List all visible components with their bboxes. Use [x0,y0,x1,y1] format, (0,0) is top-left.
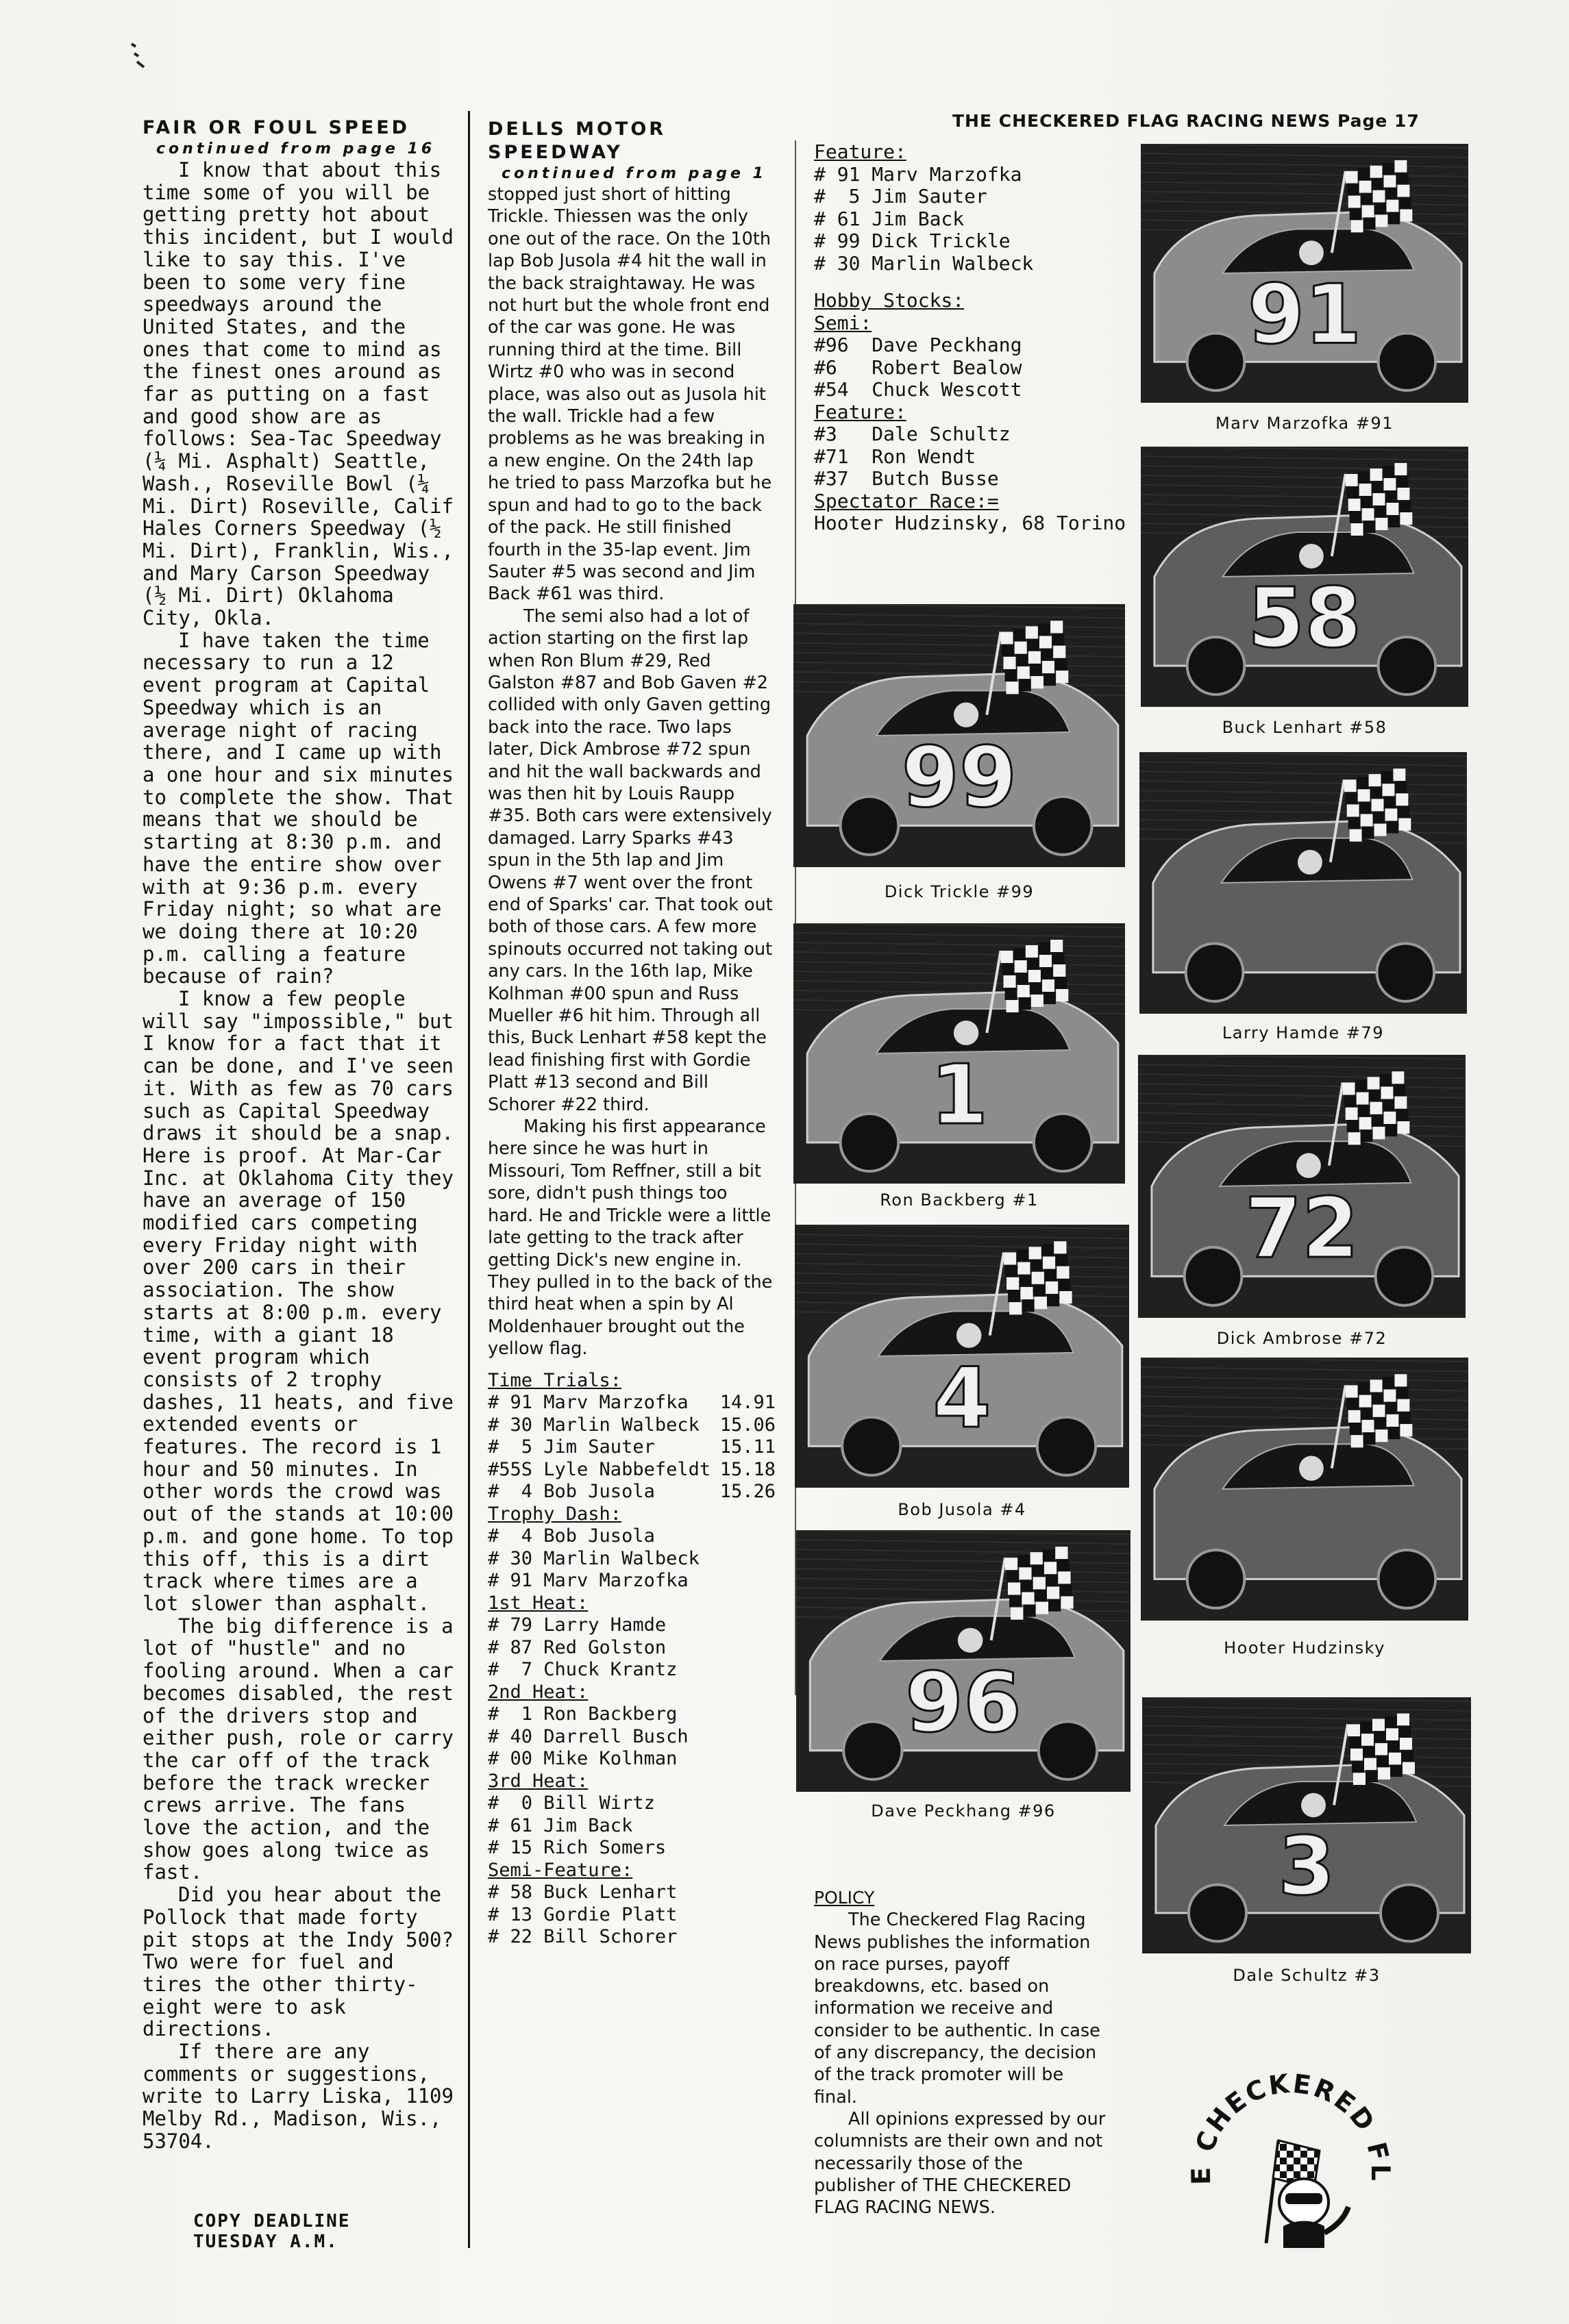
result-row: #3 Dale Schultz [814,423,1011,445]
race-photo [1141,1358,1468,1621]
photo-image [1138,1055,1466,1318]
result-row: # 99 Dick Trickle [814,229,1011,252]
photo-caption: Buck Lenhart #58 [1222,718,1387,737]
photo-caption: Marv Marzofka #91 [1215,414,1394,433]
race-photo [1142,1697,1471,1953]
result-row: # 40 Darrell Busch [488,1725,689,1747]
result-row: #54 Chuck Wescott [814,378,1022,401]
car-number: 58 [1247,571,1362,667]
race-photo [796,1530,1131,1792]
car-number: 96 [905,1654,1022,1751]
time-trial-row [488,1392,776,1414]
logo-text: E CHECKERED FL [1185,2068,1396,2186]
lap-time: 15.11 [719,1436,776,1458]
scan-mark [129,40,149,74]
result-row: Hooter Hudzinsky, 68 Torino [814,512,1126,534]
result-row: #37 Butch Busse [814,467,999,490]
driver: # 91 Marv Marzofka [488,1392,689,1414]
results-continued [814,141,1129,535]
car-number: 72 [1244,1180,1359,1277]
results-label: Semi: [814,311,872,334]
paragraph: If there are any comments or suggestions, write to Larry Liska, 1109 Melby Rd., Madison, Wis., 53704. [143,2040,454,2153]
result-row: # 91 Marv Marzofka [488,1570,689,1592]
masthead-title: THE CHECKERED FLAG RACING NEWS [952,111,1331,131]
time-trial-row [488,1414,776,1437]
car-number: 99 [901,729,1017,827]
photo-caption: Dick Ambrose #72 [1216,1329,1387,1348]
lap-time: 15.18 [719,1458,776,1480]
copy-deadline [193,2211,351,2252]
paragraph: The big difference is a lot of "hustle" and no fooling around. When a car becomes disabled, the rest of the drivers stop and either push, role or carry the car off of the track before the track wrecker crews arrive. The fans love the action, and the show goes along twice as fast. [143,1614,454,1884]
photo-image [793,604,1125,867]
result-row: # 15 Rich Somers [488,1837,667,1859]
deadline-line: TUESDAY A.M. [193,2232,338,2252]
car-number: 1 [930,1047,989,1143]
paragraph: I know a few people will say "impossible," but I know for a fact that it can be done, and I've seen it. With as few as 70 cars such as Capital Speedway draws it should be a snap. Here is proof. At Mar-Car Inc. at Oklahoma City they have an average of 150 modified cars competing every Friday night with over 200 cars in their association. The show starts at 8:00 p.m. every time, with a giant 18 event program which consists of 2 trophy dashes, 11 heats, and five extended events or features. The record is 1 hour and 50 minutes. In other words the crowd was out of the stands at 10:00 p.m. and gone home. To top this off, this is a dirt track where times are a lot slower than asphalt. [143,987,454,1615]
race-photo [793,923,1125,1184]
photo-image [1141,1358,1468,1621]
result-row: #96 Dave Peckhang [814,334,1022,356]
driver: # 4 Bob Jusola [488,1481,655,1503]
results-label: Trophy Dash: [488,1503,622,1525]
photo-image [1139,752,1467,1014]
results-label: 2nd Heat: [488,1681,589,1703]
photo-caption: Dave Peckhang #96 [871,1801,1056,1821]
policy-paragraph: All opinions expressed by our columnists are their own and not necessarily those of the publisher of THE CHECKERED FLAG RACING NEWS. [814,2108,1106,2219]
column-rule-left [468,111,470,2248]
results-label: Feature: [814,400,906,423]
result-row: # 30 Marlin Walbeck [814,251,1034,275]
race-photo [1138,1055,1466,1318]
race-photo [1139,752,1467,1014]
results-label: 1st Heat: [488,1592,589,1614]
photo-image [1142,1697,1471,1953]
lap-time: 15.26 [719,1481,776,1503]
time-trial-row [488,1481,776,1503]
paragraph: I have taken the time necessary to run a 12 event program at Capital Speedway which is an average night of racing there, and I came up with a one hour and six minutes to complete the show. That means that we should be starting at 8:30 p.m. and have the entire show over with at 9:36 p.m. every Friday night; so what are we doing there at 10:20 p.m. calling a feature because of rain? [143,628,454,988]
deadline-line: COPY DEADLINE [193,2211,351,2232]
fair-or-foul-speed-article [143,116,459,2153]
result-row: # 58 Buck Lenhart [488,1882,678,1903]
photo-image [1141,144,1468,403]
continued-note: continued from page 1 [502,165,767,182]
photo-image [793,923,1125,1184]
result-row: # 61 Jim Back [814,207,965,230]
results-label: Spectator Race:= [814,489,999,512]
race-photo [795,1225,1129,1488]
dells-motor-speedway-article [488,118,776,1949]
policy-heading: POLICY [814,1888,875,1908]
masthead [952,111,1420,131]
lap-time: 14.91 [719,1392,776,1414]
lap-time: 15.06 [719,1414,776,1436]
paragraph: stopped just short of hitting Trickle. Thiessen was the only one out of the race. On the 10th lap Bob Jusola #4 hit the wall in the back straightaway. He was not hurt but the whole front end of the car was gone. He was running third at the time. Bill Wirtz #0 who was in second place, was also out as Jusola hit the wall. Trickle had a few problems as he was breaking in a new engine. On the 24th lap he tried to pass Marzofka but he spun and had to go to the back of the pack. He still finished fourth in the 35-lap event. Jim Sauter #5 was second and Jim Back #61 was third. [488,184,772,605]
driver: #55S Lyle Nabbefeldt [488,1458,711,1480]
driver: # 5 Jim Sauter [488,1436,655,1458]
paragraph: The semi also had a lot of action starting on the first lap when Ron Blum #29, Red Galston #87 and Bob Gaven #2 collided with only Gaven getting back into the race. Two laps later, Dick Ambrose #72 spun and hit the wall backwards and was then hit by Louis Raupp #35. Both cars were extensively damaged. Larry Sparks #43 spun in the 5th lap and Jim Owens #7 went over the front end of Sparks' car. That took out both of those cars. A few more spinouts occurred not taking out any cars. In the 16th lap, Mike Kolhman #00 spun and Russ Mueller #6 hit him. Through all this, Buck Lenhart #58 kept the lead finishing first with Gordie Platt #13 second and Bill Schorer #22 third. [488,605,773,1115]
result-row: # 91 Marv Marzofka [814,162,1022,186]
results-label: Hobby Stocks: [814,289,965,312]
result-row: #71 Ron Wendt [814,445,976,468]
car-number: 91 [1247,267,1362,363]
result-row: # 22 Bill Schorer [488,1926,678,1948]
continued-note: continued from page 16 [156,140,436,158]
policy-box [814,1887,1109,2219]
paragraph: Making his first appearance here since he was hurt in Missouri, Tom Reffner, still a bit sore, didn't push things too hard. He and Trickle were a little late getting to the track after getting Dick's new engine in. They pulled in to the back of the third heat when a spin by Al Moldenhauer brought out the yellow flag. [488,1116,773,1360]
result-row: # 13 Gordie Platt [488,1903,678,1925]
result-row: # 1 Ron Backberg [488,1703,678,1725]
photo-caption: Dale Schultz #3 [1233,1966,1381,1985]
paragraph: Did you hear about the Pollock that made forty pit stops at the Indy 500? Two were for fuel and tires the other thirty-eight were to ask directions. [143,1883,454,2041]
results-list [488,1370,776,1949]
result-row: # 00 Mike Kolhman [488,1748,678,1770]
photo-caption: Ron Backberg #1 [880,1190,1039,1210]
checkered-flag-logo [1184,2048,1396,2253]
time-trial-row [488,1459,776,1482]
result-row: # 0 Bill Wirtz [488,1792,655,1814]
driver-figure-icon [1279,2179,1348,2248]
photo-caption: Bob Jusola #4 [898,1500,1026,1519]
race-photo [793,604,1125,867]
race-photo [1141,447,1468,707]
driver: # 30 Marlin Walbeck [488,1414,700,1436]
paragraph: I know that about this time some of you will be getting pretty hot about this incident, but I would like to say this. I've been to some very fine speedways around the United States, and the ones that come to mind as the finest ones around as far as putting on a fast and good show are as follows: Sea-Tac Speedway (¼ Mi. Asphalt) Seattle, Wash., Roseville Bowl (¼ Mi. Dirt) Roseville, Calif Hales Corners Speedway (½ Mi. Dirt), Franklin, Wis., and Mary Carson Speedway (½ Mi. Dirt) Oklahoma City, Okla. [143,158,454,630]
results-label: Time Trials: [488,1369,622,1391]
result-row: # 4 Bob Jusola [488,1525,655,1547]
race-photo [1141,144,1468,403]
result-row: # 61 Jim Back [488,1814,633,1836]
result-row: # 79 Larry Hamde [488,1614,667,1636]
photo-caption: Dick Trickle #99 [884,882,1035,901]
photo-image [796,1530,1131,1792]
result-row: # 30 Marlin Walbeck [488,1547,700,1569]
photo-image [795,1225,1129,1488]
photo-caption: Larry Hamde #79 [1222,1023,1385,1042]
result-row: #6 Robert Bealow [814,355,1022,379]
photo-caption: Hooter Hudzinsky [1224,1638,1385,1658]
article-heading: DELLS MOTOR SPEEDWAY [488,118,667,163]
results-label: 3rd Heat: [488,1770,589,1792]
photo-image [1141,447,1468,707]
result-row: # 87 Red Golston [488,1636,667,1658]
article-heading: FAIR OR FOUL SPEED [143,117,410,138]
page-number: Page 17 [1337,111,1420,131]
results-label: Semi-Feature: [488,1859,633,1881]
time-trial-row [488,1436,776,1459]
policy-paragraph: The Checkered Flag Racing News publishes the information on race purses, payoff breakdowns, etc. based on information we receive and consider to be authentic. In case of any discrepancy, the decision of the track promoter will be final. [814,1910,1100,2108]
car-number: 3 [1278,1819,1335,1914]
result-row: # 7 Chuck Krantz [488,1659,678,1681]
results-label: Feature: [814,140,906,163]
car-number: 4 [932,1349,991,1447]
result-row: # 5 Jim Sauter [814,185,987,208]
